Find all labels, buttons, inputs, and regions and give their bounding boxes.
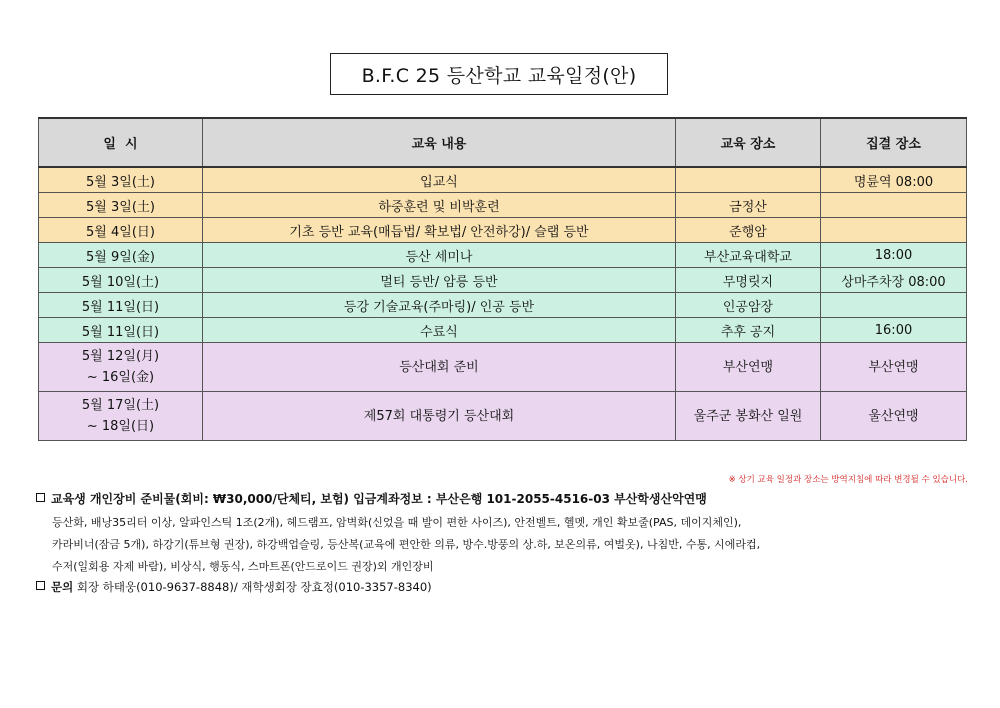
cell-date <box>39 392 203 441</box>
checkbox-icon <box>36 493 45 502</box>
cell-date: 5월 3일(土) <box>39 167 203 193</box>
cell-place: 무명릿지 <box>676 268 821 293</box>
table-row <box>39 167 967 193</box>
cell-content: 입교식 <box>203 167 676 193</box>
cell-meeting-place: 명륜역 08:00 <box>821 167 967 193</box>
cell-meeting-place: 울산연맹 <box>821 392 967 441</box>
equipment-heading <box>36 490 986 507</box>
cell-content: 제57회 대통령기 등산대회 <box>203 392 676 441</box>
cell-date: 5월 9일(金) <box>39 243 203 268</box>
cell-date-end: ~ 16일(金) <box>86 370 155 385</box>
header-meeting-place: 집결 장소 <box>821 118 967 167</box>
cell-content: 수료식 <box>203 318 676 343</box>
table-header-row <box>39 118 967 167</box>
header-place: 교육 장소 <box>676 118 821 167</box>
contact-label: 문의 <box>51 580 74 594</box>
table-row <box>39 343 967 392</box>
table-row <box>39 218 967 243</box>
equipment-line: 카라비너(잠금 5개), 하강기(튜브형 권장), 하강백업슬링, 등산복(교육에 편안한 의류, 방수.방풍의 상.하, 보온의류, 여벌옷), 나침반, 수통, 시에라컵, <box>52 538 761 551</box>
table-row <box>39 318 967 343</box>
table-row <box>39 193 967 218</box>
cell-content: 등산대회 준비 <box>203 343 676 392</box>
cell-meeting-place: 16:00 <box>821 318 967 343</box>
contact-line <box>36 579 986 595</box>
cell-meeting-place <box>821 193 967 218</box>
cell-content: 기초 등반 교육(매듭법/ 확보법/ 안전하강)/ 슬랩 등반 <box>203 218 676 243</box>
table-row <box>39 392 967 441</box>
cell-date: 5월 10일(土) <box>39 268 203 293</box>
header-date: 일 시 <box>39 118 203 167</box>
cell-meeting-place: 부산연맹 <box>821 343 967 392</box>
cell-place: 준행암 <box>676 218 821 243</box>
schedule-table <box>38 117 967 441</box>
equipment-heading-text: 교육생 개인장비 준비물(회비: ₩30,000/단체티, 보험) 입금계좌정보 : 부산은행 101-2055-4516-03 부산학생산악연맹 <box>51 492 707 506</box>
cell-meeting-place: 상마주차장 08:00 <box>821 268 967 293</box>
table-row <box>39 293 967 318</box>
cell-date-end: ~ 18일(日) <box>86 419 155 434</box>
header-content: 교육 내용 <box>203 118 676 167</box>
cell-date <box>39 343 203 392</box>
cell-meeting-place: 18:00 <box>821 243 967 268</box>
checkbox-icon <box>36 581 45 590</box>
cell-meeting-place <box>821 218 967 243</box>
cell-content: 하중훈련 및 비박훈련 <box>203 193 676 218</box>
cell-place: 부산연맹 <box>676 343 821 392</box>
cell-place: 추후 공지 <box>676 318 821 343</box>
cell-date: 5월 4일(日) <box>39 218 203 243</box>
page-title: B.F.C 25 등산학교 교육일정(안) <box>330 53 668 95</box>
table-row <box>39 243 967 268</box>
cell-date: 5월 3일(土) <box>39 193 203 218</box>
table-row <box>39 268 967 293</box>
cell-place: 인공암장 <box>676 293 821 318</box>
equipment-line: 수저(일회용 자제 바람), 비상식, 행동식, 스마트폰(안드로이드 권장)외 개인장비 <box>52 560 434 573</box>
cell-content: 등강 기술교육(주마링)/ 인공 등반 <box>203 293 676 318</box>
cell-place: 울주군 봉화산 일원 <box>676 392 821 441</box>
cell-place: 부산교육대학교 <box>676 243 821 268</box>
cell-date-start: 5월 12일(月) <box>81 349 160 364</box>
cell-date: 5월 11일(日) <box>39 293 203 318</box>
cell-place: 금정산 <box>676 193 821 218</box>
cell-date: 5월 11일(日) <box>39 318 203 343</box>
schedule-change-note: ※ 상기 교육 일정과 장소는 방역지침에 따라 변경될 수 있습니다. <box>728 475 968 485</box>
cell-content: 멀티 등반/ 암릉 등반 <box>203 268 676 293</box>
cell-meeting-place <box>821 293 967 318</box>
cell-place <box>676 167 821 193</box>
cell-content: 등산 세미나 <box>203 243 676 268</box>
equipment-line: 등산화, 배낭35리터 이상, 알파인스틱 1조(2개), 헤드램프, 암벽화(신었을 때 발이 편한 사이즈), 안전벨트, 헬멧, 개인 확보줄(PAS, 데이지체인), <box>52 516 742 529</box>
contact-text: 회장 하태웅(010-9637-8848)/ 재학생회장 장효정(010-3357-8340) <box>76 580 432 594</box>
cell-date-start: 5월 17일(土) <box>81 398 160 413</box>
